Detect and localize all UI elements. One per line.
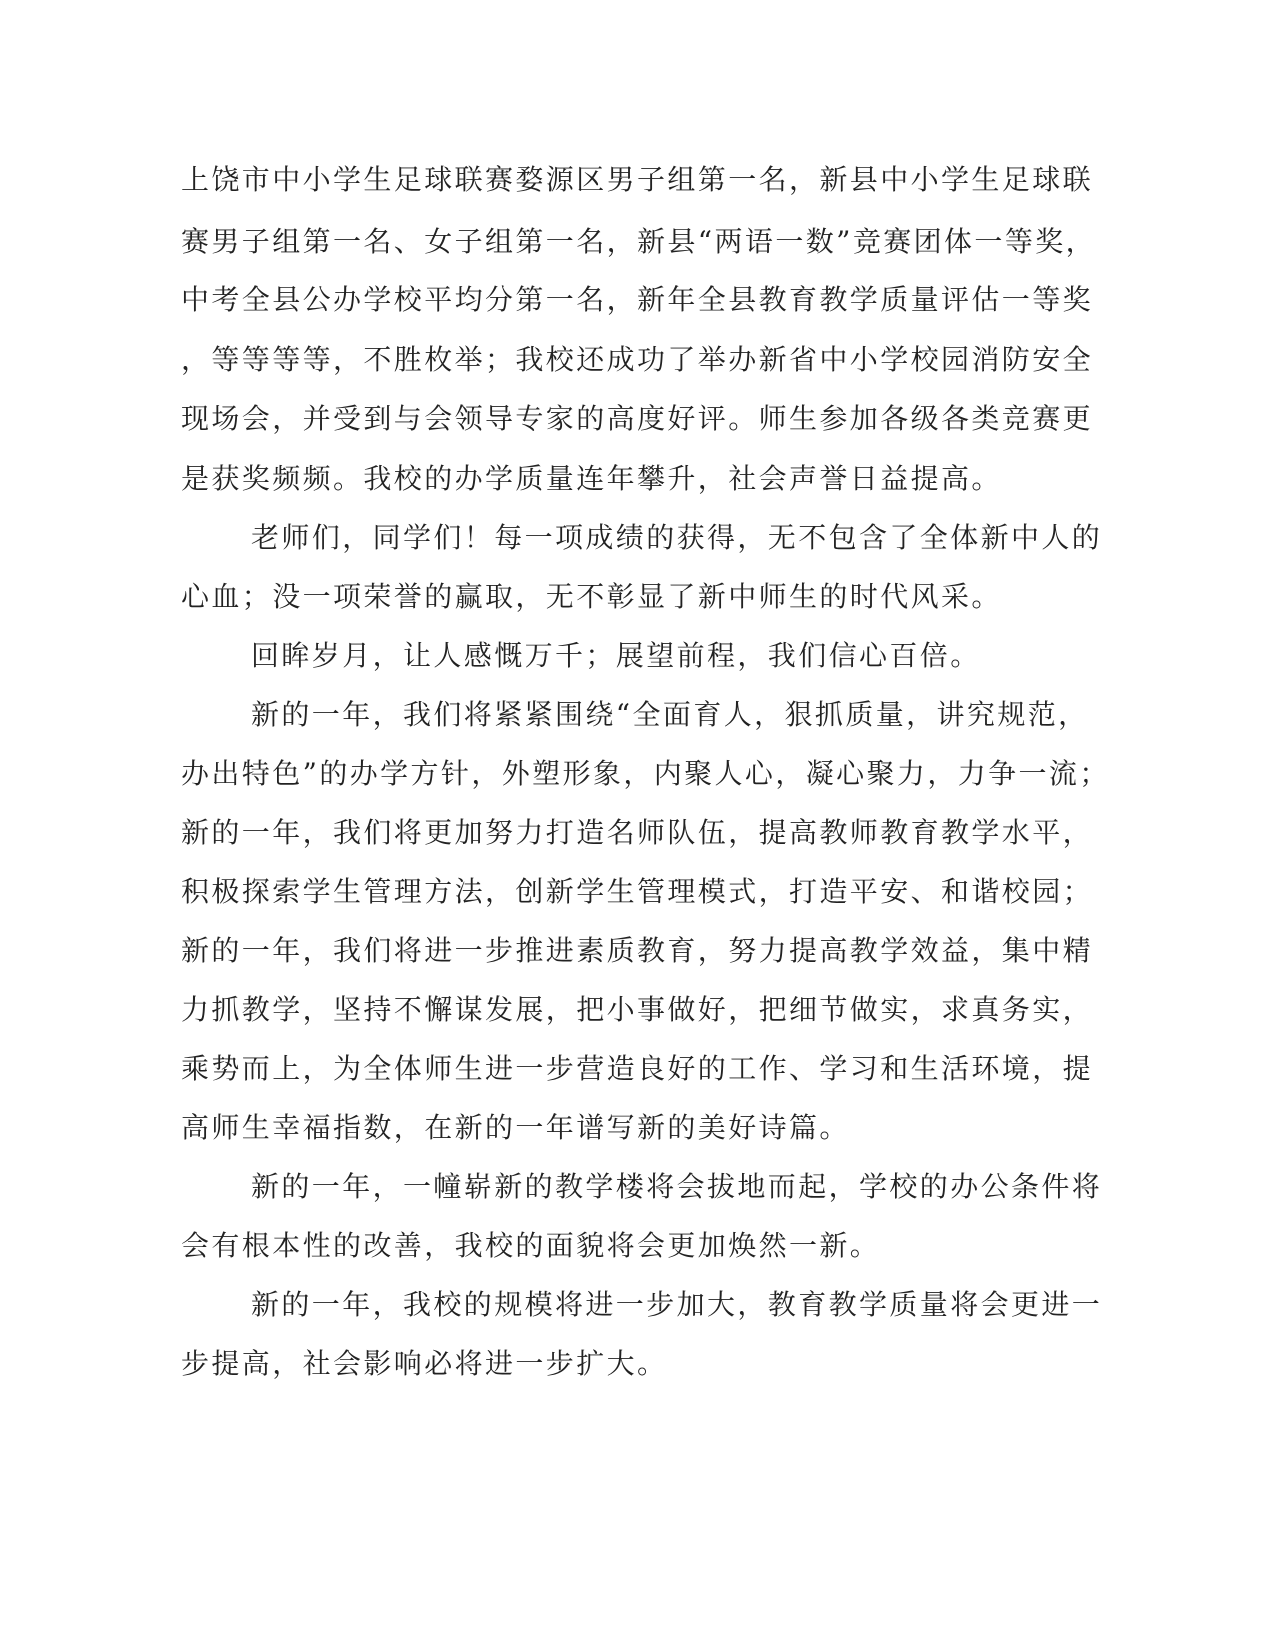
text-line-11: 办出特色”的办学方针，外塑形象，内聚人心，凝心聚力，力争一流； — [181, 757, 1110, 790]
text-line-19: 会有根本性的改善，我校的面貌将会更加焕然一新。 — [181, 1229, 881, 1262]
text-line-1: 上饶市中小学生足球联赛婺源区男子组第一名，新县中小学生足球联 — [181, 163, 1094, 196]
text-line-2: 赛男子组第一名、女子组第一名，新县“两语一数”竞赛团体一等奖， — [181, 225, 1097, 258]
text-line-4: ，等等等等，不胜枚举；我校还成功了举办新省中小学校园消防安全 — [181, 343, 1094, 376]
text-line-12: 新的一年，我们将更加努力打造名师队伍，提高教师教育教学水平， — [181, 816, 1094, 849]
text-line-7: 老师们，同学们！每一项成绩的获得，无不包含了全体新中人的 — [251, 521, 1103, 554]
text-line-9: 回眸岁月，让人感慨万千；展望前程，我们信心百倍。 — [251, 639, 981, 672]
text-line-8: 心血；没一项荣誉的赢取，无不彰显了新中师生的时代风采。 — [181, 580, 1002, 613]
text-line-10: 新的一年，我们将紧紧围绕“全面育人，狠抓质量，讲究规范， — [251, 698, 1089, 731]
text-line-17: 高师生幸福指数，在新的一年谱写新的美好诗篇。 — [181, 1111, 850, 1144]
text-line-20: 新的一年，我校的规模将进一步加大，教育教学质量将会更进一 — [251, 1288, 1103, 1321]
text-line-18: 新的一年，一幢崭新的教学楼将会拔地而起，学校的办公条件将 — [251, 1170, 1103, 1203]
text-line-3: 中考全县公办学校平均分第一名，新年全县教育教学质量评估一等奖 — [181, 283, 1094, 316]
text-line-21: 步提高，社会影响必将进一步扩大。 — [181, 1347, 668, 1380]
text-line-14: 新的一年，我们将进一步推进素质教育，努力提高教学效益，集中精 — [181, 934, 1094, 967]
text-line-16: 乘势而上，为全体师生进一步营造良好的工作、学习和生活环境，提 — [181, 1052, 1094, 1085]
text-line-6: 是获奖频频。我校的办学质量连年攀升，社会声誉日益提高。 — [181, 462, 1002, 495]
text-line-5: 现场会，并受到与会领导专家的高度好评。师生参加各级各类竞赛更 — [181, 402, 1094, 435]
text-line-15: 力抓教学，坚持不懈谋发展，把小事做好，把细节做实，求真务实， — [181, 993, 1094, 1026]
text-line-13: 积极探索学生管理方法，创新学生管理模式，打造平安、和谐校园； — [181, 875, 1094, 908]
